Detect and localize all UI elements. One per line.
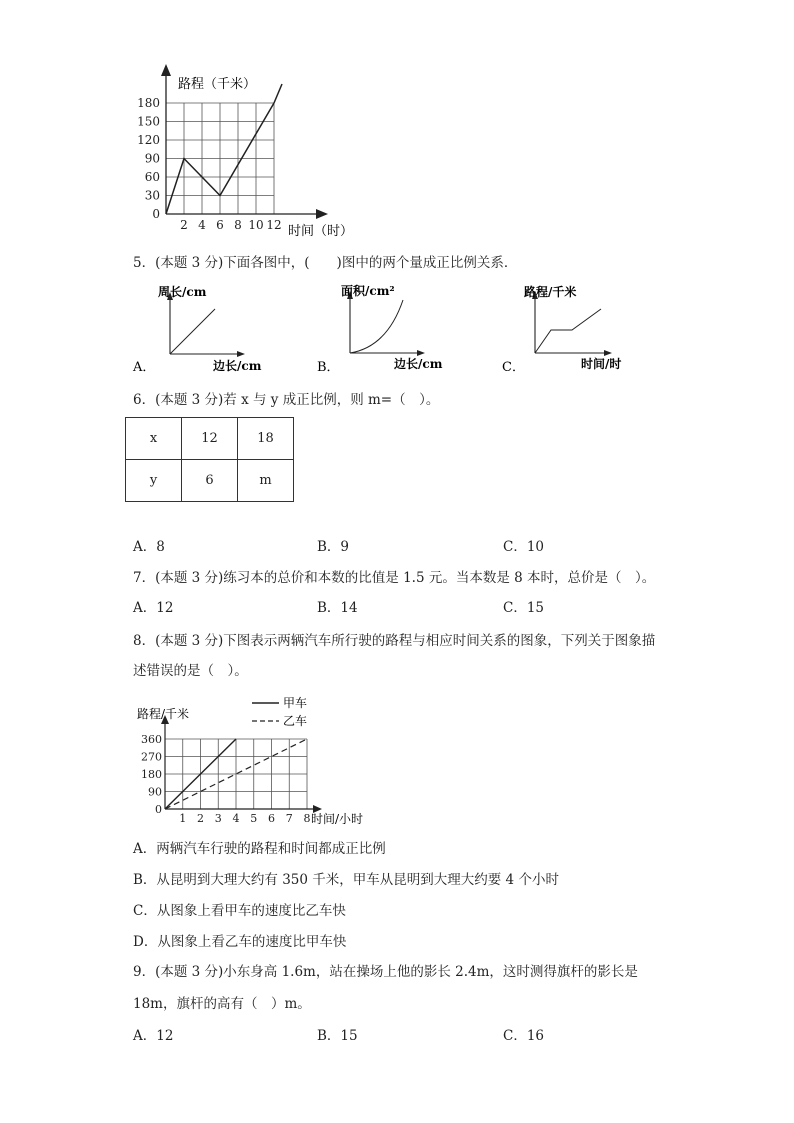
x-tick: 1	[179, 812, 187, 825]
y-tick: 270	[141, 750, 162, 764]
x-tick: 2	[180, 218, 188, 232]
legend-yi-label: 乙车	[283, 714, 308, 728]
q7-stem: 7．(本题 3 分)练习本的总价和本数的比值是 1.5 元。当本数是 8 本时，总价是（ ）。	[133, 570, 656, 586]
distance-segments	[535, 309, 601, 353]
q9-option-a[interactable]: A．12	[133, 1028, 174, 1044]
area-curve	[350, 300, 403, 353]
q5-option-a-label: A．	[133, 360, 156, 375]
x-tick: 4	[198, 218, 206, 232]
q8-stem-line2: 述错误的是（ ）。	[133, 663, 248, 679]
q5-graph-a	[133, 282, 273, 374]
x-axis-label: 时间/小时	[311, 812, 364, 826]
q7-option-c[interactable]: C．15	[503, 600, 545, 616]
y-tick: 0	[152, 207, 160, 221]
q5-graph-c	[502, 282, 642, 374]
perimeter-line	[170, 309, 215, 354]
grid	[166, 103, 274, 214]
q5-option-c-label: C．	[502, 360, 525, 375]
x-axis-arrow-icon	[316, 209, 328, 219]
q7-option-b[interactable]: B．14	[317, 600, 358, 616]
table-cell: 18	[238, 418, 294, 460]
y-axis-label: 路程/千米	[524, 285, 577, 299]
y-axis-label: 面积/cm²	[341, 284, 395, 298]
x-axis-label: 时间/时	[581, 357, 622, 371]
table-cell: x	[126, 418, 182, 460]
q7-option-a[interactable]: A．12	[133, 600, 174, 616]
x-tick: 8	[234, 218, 242, 232]
q9-option-c[interactable]: C．16	[503, 1028, 545, 1044]
q6-option-a[interactable]: A．8	[133, 539, 165, 555]
distance-line-extension	[274, 84, 282, 103]
x-tick: 10	[248, 218, 264, 232]
q5-option-b-label: B．	[317, 360, 340, 375]
x-axis-arrow-icon	[237, 351, 245, 357]
x-tick: 6	[268, 812, 275, 825]
y-axis-label: 路程（千米）	[178, 77, 257, 92]
x-tick: 2	[197, 812, 204, 825]
q6-table	[125, 417, 294, 502]
x-tick: 12	[266, 218, 282, 232]
q8-option-a[interactable]: A．两辆汽车行驶的路程和时间都成正比例	[133, 841, 386, 857]
y-axis-label: 周长/cm	[158, 285, 207, 299]
table-row	[126, 418, 294, 460]
q6-option-c[interactable]: C．10	[503, 539, 545, 555]
q5-graph-b	[317, 282, 457, 374]
q9-stem-line1: 9．(本题 3 分)小东身高 1.6m，站在操场上他的影长 2.4m，这时测得旗杆的影长是	[133, 964, 638, 980]
distance-time-graph	[137, 62, 380, 242]
q8-stem-line1: 8．(本题 3 分)下图表示两辆汽车所行驶的路程与相应时间关系的图象，下列关于图象描	[133, 633, 656, 649]
y-axis-arrow-icon	[161, 64, 171, 76]
q8-option-b[interactable]: B．从昆明到大理大约有 350 千米，甲车从昆明到大理大约要 4 个小时	[133, 872, 559, 888]
y-tick: 150	[137, 114, 160, 129]
x-tick: 4	[232, 812, 240, 825]
y-axis-label: 路程/千米	[137, 707, 190, 721]
legend-jia-label: 甲车	[283, 696, 308, 710]
y-tick: 360	[141, 733, 162, 746]
q8-option-c[interactable]: C．从图象上看甲车的速度比乙车快	[133, 903, 346, 919]
q6-stem: 6．(本题 3 分)若 x 与 y 成正比例，则 m=（ ）。	[133, 392, 440, 408]
x-tick: 7	[285, 812, 293, 825]
y-tick: 0	[155, 803, 162, 816]
x-axis-label: 时间（时）	[288, 224, 354, 239]
legend	[252, 696, 307, 728]
table-row	[126, 460, 294, 502]
y-tick: 120	[137, 133, 160, 147]
table-cell: 6	[182, 460, 238, 502]
q6-option-b[interactable]: B．9	[317, 539, 350, 555]
table-cell: y	[126, 460, 182, 502]
x-axis-label: 边长/cm	[213, 359, 262, 373]
y-tick: 180	[141, 768, 162, 781]
q9-stem-line2: 18m，旗杆的高有（ ）m。	[133, 996, 311, 1012]
y-tick: 180	[137, 96, 160, 110]
x-tick: 8	[303, 812, 311, 825]
y-tick: 30	[144, 188, 160, 203]
y-tick: 60	[144, 170, 160, 184]
y-tick: 90	[148, 785, 162, 799]
x-tick: 6	[216, 218, 224, 232]
x-tick: 3	[214, 812, 222, 825]
two-cars-graph	[135, 690, 395, 830]
x-axis-label: 边长/cm	[394, 357, 443, 371]
y-tick: 90	[144, 151, 160, 166]
q9-option-b[interactable]: B．15	[317, 1028, 358, 1044]
table-cell: 12	[182, 418, 238, 460]
x-axis-arrow-icon	[417, 350, 425, 356]
table-cell: m	[238, 460, 294, 502]
axes	[165, 720, 317, 809]
q5-stem: 5．(本题 3 分)下面各图中，( )图中的两个量成正比例关系．	[133, 255, 518, 271]
x-tick: 5	[250, 812, 258, 825]
q8-option-d[interactable]: D．从图象上看乙车的速度比甲车快	[133, 934, 347, 950]
x-axis-arrow-icon	[604, 350, 612, 356]
